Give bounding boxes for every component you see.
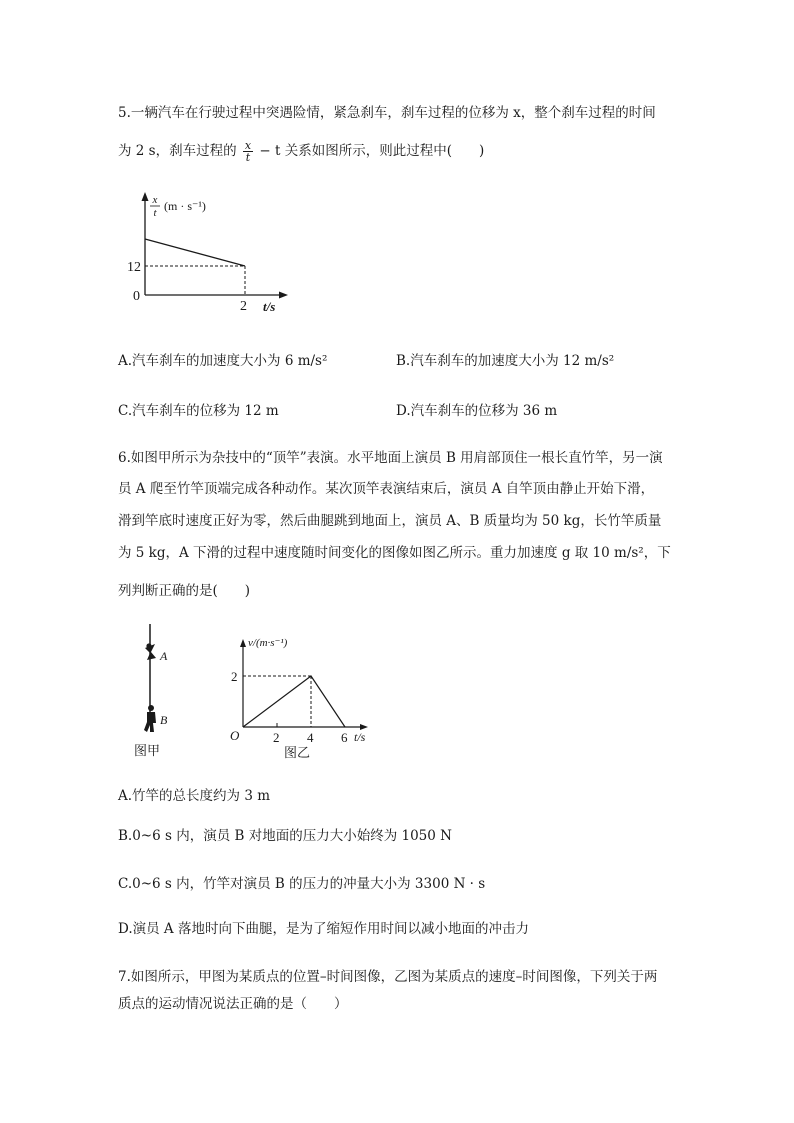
q5-stem-line2-a: 为 2 s，刹车过程的 [118, 143, 237, 159]
q6-stem-line3: 滑到竿底时速度正好为零，然后曲腿跳到地面上，演员 A、B 质量均为 50 kg，长竹竿质量 [118, 513, 662, 529]
label-b: B [160, 713, 168, 727]
yi-x-tick-6: 6 [341, 730, 348, 745]
acrobat-b-icon [144, 705, 156, 732]
q5-x-tick-2: 2 [240, 299, 247, 314]
q5-origin: 0 [133, 289, 140, 304]
q6-stem-line2: 员 A 爬至竹竿顶端完成各种动作。某次顶竿表演结束后，演员 A 自竿顶由静止开始下滑， [118, 481, 655, 497]
label-a: A [160, 649, 168, 663]
q6-option-a[interactable]: A.竹竿的总长度约为 3 m [118, 788, 271, 804]
q5-data-line [145, 239, 245, 266]
q5-ylabel-num: x [152, 194, 158, 206]
q5-option-c[interactable]: C.汽车刹车的位移为 12 m [118, 403, 279, 419]
q5-stem-line1: 5.一辆汽车在行驶过程中突遇险情，紧急刹车，刹车过程的位移为 x，整个刹车过程的时间 [118, 105, 656, 121]
caption-yi: 图乙 [284, 745, 311, 760]
q6-stem-line4: 为 5 kg，A 下滑的过程中速度随时间变化的图像如图乙所示。重力加速度 g 取 10 m/s²，下 [118, 545, 671, 561]
q6-figure-jia [132, 622, 192, 767]
q5-fraction [243, 140, 253, 163]
q5-graph [125, 190, 295, 315]
acrobat-a-icon [145, 643, 156, 660]
q5-x-arrow [279, 292, 288, 299]
q6-option-d[interactable]: D.演员 A 落地时向下曲腿，是为了缩短作用时间以减小地面的冲击力 [118, 921, 529, 937]
yi-xlabel: t/s [354, 730, 366, 744]
q6-option-c[interactable]: C.0~6 s 内，竹竿对演员 B 的压力的冲量大小为 3300 N · s [118, 876, 486, 892]
yi-x-tick-2: 2 [273, 730, 280, 745]
q5-ylabel-den: t [153, 207, 157, 219]
q5-option-b[interactable]: B.汽车刹车的加速度大小为 12 m/s² [396, 353, 615, 369]
yi-velocity-line [243, 676, 345, 727]
q5-stem-line2 [118, 140, 484, 163]
q5-fraction-num: x [244, 139, 252, 152]
q6-figure-yi [228, 630, 378, 770]
q5-xlabel: t/s [263, 299, 276, 314]
q5-y-arrow [142, 192, 149, 201]
q6-stem-line5: 列判断正确的是( ) [118, 583, 251, 599]
q5-option-d[interactable]: D.汽车刹车的位移为 36 m [396, 403, 558, 419]
q7-stem-line2: 质点的运动情况说法正确的是（ ） [118, 996, 348, 1012]
q5-stem-line2-b: − t 关系如图所示，则此过程中( ) [259, 143, 485, 159]
q5-ylabel-unit: (m · s⁻¹) [164, 199, 206, 213]
caption-jia: 图甲 [134, 743, 161, 758]
q5-y-tick-12: 12 [127, 260, 141, 275]
q6-option-b[interactable]: B.0~6 s 内，演员 B 对地面的压力大小始终为 1050 N [118, 828, 452, 844]
yi-y-tick-2: 2 [231, 669, 238, 684]
q7-stem-line1: 7.如图所示，甲图为某质点的位置–时间图像，乙图为某质点的速度–时间图像，下列关于两 [118, 969, 658, 985]
q6-stem-line1: 6.如图甲所示为杂技中的“顶竿”表演。水平地面上演员 B 用肩部顶住一根长直竹竿，另一演 [118, 450, 663, 466]
q5-fraction-den: t [245, 151, 251, 164]
yi-origin: O [230, 728, 240, 743]
yi-x-tick-4: 4 [307, 730, 314, 745]
yi-y-arrow [240, 639, 246, 647]
yi-ylabel: v/(m·s⁻¹) [248, 637, 288, 649]
q5-option-a[interactable]: A.汽车刹车的加速度大小为 6 m/s² [118, 353, 328, 369]
